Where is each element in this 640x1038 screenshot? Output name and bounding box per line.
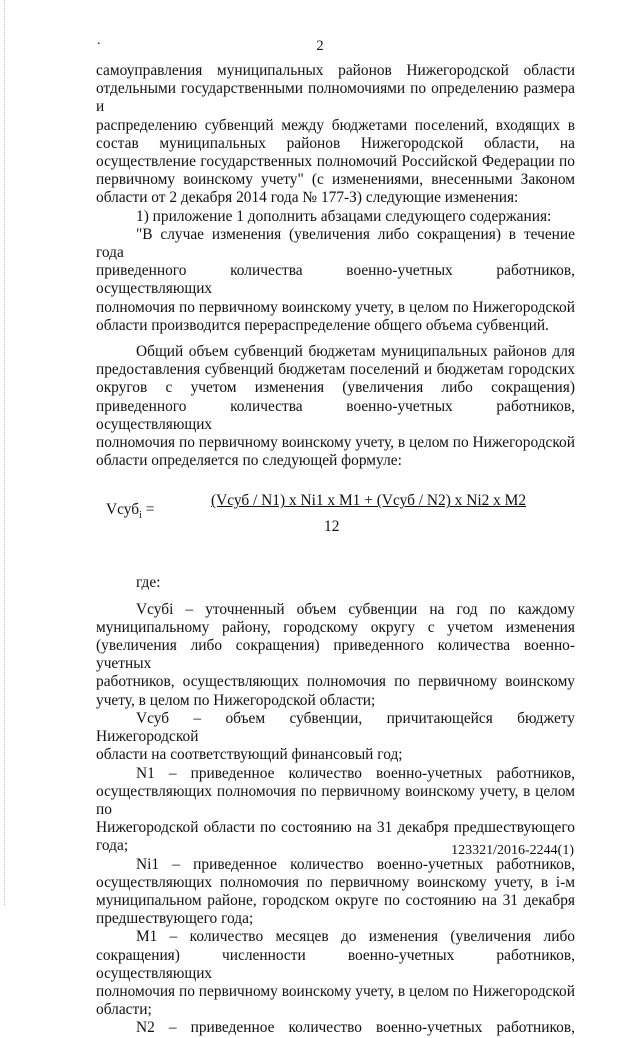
text-line: самоуправления муниципальных районов Нижегородской области [96, 62, 575, 79]
text-line: Нижегородской области по состоянию на 31 декабря предшествующего [96, 819, 575, 837]
text-line: первичному воинскому учету" (с изменениями, внесенными Законом [96, 171, 575, 189]
text-line: Общий объем субвенций бюджетам муниципальных районов для [136, 343, 575, 361]
text-line: (увеличения либо сокращения) приведенного количества военно-учетных [96, 637, 575, 673]
text-line: года; [96, 837, 129, 855]
text-line: отдельными государственными полномочиями по определению размера и [96, 80, 575, 116]
formula-lhs: Vсуб$_i$ = [106, 501, 155, 522]
document-code: 123321/2016-2244(1) [451, 843, 574, 858]
text-line: осуществляющих полномочия по первичному воинскому учету, в i-м [96, 873, 575, 891]
text-line: области производится перераспределение общего объема субвенций. [96, 316, 549, 334]
text-line: полномочия по первичному воинскому учету, в целом по Нижегородской [96, 434, 575, 452]
formula-denominator: 12 [324, 518, 340, 536]
text-line: области; [96, 1001, 152, 1019]
text-line: осуществление государственных полномочий Российской Федерации по [96, 153, 575, 171]
scan-margin-line [4, 0, 5, 905]
formula [96, 492, 575, 554]
text-line: области на соответствующий финансовый год; [96, 746, 403, 764]
text-line: N1 – приведенное количество военно-учетных работников, [136, 764, 575, 782]
text-line: Vсубi – уточненный объем субвенции на год по каждому [136, 600, 575, 618]
text-line: полномочия по первичному воинскому учету, в целом по Нижегородской [96, 982, 575, 1000]
document-body [96, 62, 575, 1038]
formula-numerator: (Vсуб / N1) x Ni1 x M1 + (Vсуб / N2) x Ni2 x M2 [211, 492, 527, 510]
scan-dot: . [97, 33, 101, 48]
text-line: сокращения) численности военно-учетных работников, осуществляющих [96, 946, 575, 982]
where-label: где: [136, 574, 161, 592]
text-line: округов с учетом изменения (увеличения либо сокращения) [96, 379, 575, 397]
text-line: учету, в целом по Нижегородской области; [96, 691, 376, 709]
page-number: 2 [316, 38, 324, 54]
text-line: N2 – приведенное количество военно-учетных работников, [136, 1019, 575, 1037]
text-line: области определяется по следующей формуле: [96, 452, 402, 470]
text-line: "В случае изменения (увеличения либо сокращения) в течение года [96, 225, 575, 262]
text-line: области от 2 декабря 2014 года № 177-З) следующие изменения: [96, 189, 519, 207]
text-line: состав муниципальных районов Нижегородской области, на [96, 134, 575, 152]
text-line: распределению субвенций между бюджетами поселений, входящих в [96, 116, 575, 134]
text-line: муниципальному району, городскому округу с учетом изменения [96, 618, 575, 636]
text-line: осуществляющих полномочия по первичному воинскому учету, в целом по [96, 782, 575, 818]
text-line: предоставления субвенций бюджетам поселений и бюджетам городских [96, 361, 575, 379]
text-line: муниципальном районе, городском округе по состоянию на 31 декабря [96, 891, 575, 909]
text-line: приведенного количества военно-учетных работников, осуществляющих [96, 262, 575, 298]
text-line: Vсуб – объем субвенции, причитающейся бюджету Нижегородской [96, 709, 575, 746]
text-line: предшествующего года; [96, 910, 254, 928]
text-line: Ni1 – приведенное количество военно-учетных работников, [136, 855, 575, 873]
text-line: работников, осуществляющих полномочия по первичному воинскому [96, 673, 575, 691]
list-item-1: 1) приложение 1 дополнить абзацами следующего содержания: [136, 207, 552, 225]
text-line: полномочия по первичному воинскому учету, в целом по Нижегородской [96, 298, 575, 316]
text-line: M1 – количество месяцев до изменения (увеличения либо [136, 928, 575, 946]
text-line: приведенного количества военно-учетных работников, осуществляющих [96, 397, 575, 433]
